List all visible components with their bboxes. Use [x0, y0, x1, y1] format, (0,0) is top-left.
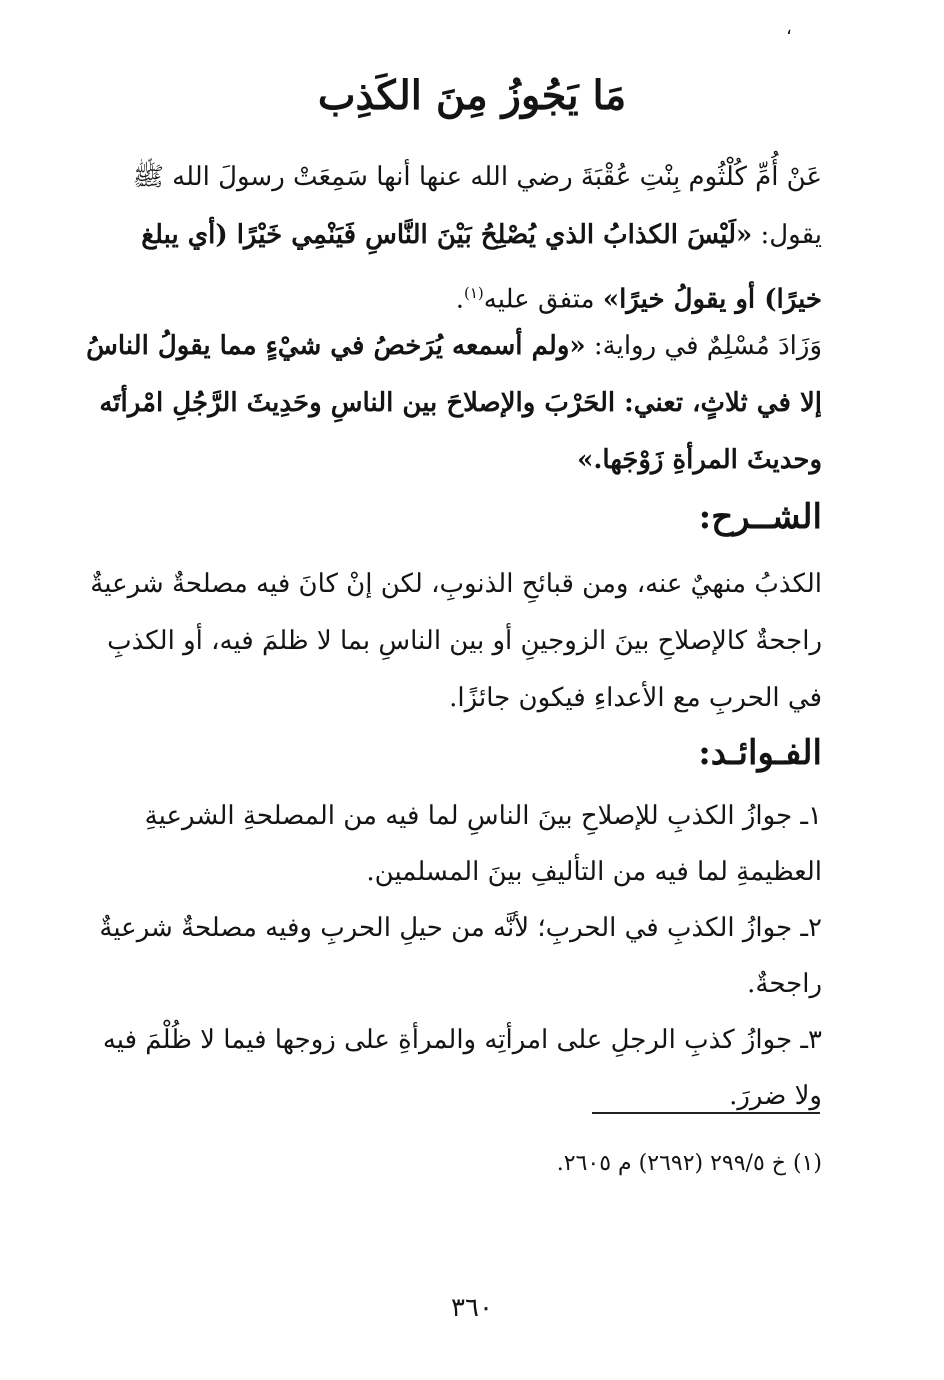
riwaya-intro: وَزَادَ مُسْلِمٌ في رواية: — [585, 331, 822, 361]
hadith-quote: «لَيْسَ الكذابُ الذي يُصْلِحُ بَيْنَ النَّاسِ فَيَنْمِي خَيْرًا (أي يبلغ خيرًا) أو يقولُ خيرًا» — [141, 220, 822, 315]
hadith-source: متفق عليه — [483, 284, 603, 315]
fawaid-heading: الفـوائـد: — [698, 733, 822, 773]
hadith-intro: عَنْ أُمِّ كُلْثُوم بِنْتِ عُقْبَةَ رضي الله عنها أنها سَمِعَتْ رسولَ الله ﷺ يقول: — [132, 162, 822, 250]
benefit-item: ١ـ جوازُ الكذبِ للإصلاحِ بينَ الناسِ لما فيه من المصلحةِ الشرعيةِ العظيمةِ لما فيه من التأليفِ بينَ المسلمين. — [144, 801, 822, 887]
benefits-list — [82, 788, 822, 1124]
benefit-item: ٣ـ جوازُ كذبِ الرجلِ على امرأتِه والمرأةِ على زوجها فيما لا ظُلْمَ فيه ولا ضررَ. — [102, 1025, 822, 1111]
riwaya-text: «ولم أسمعه يُرَخصُ في شيْءٍ مما يقولُ الناسُ إلا في ثلاثٍ، تعني: الحَرْبَ والإصلاحَ بين الناسِ وحَدِيثَ الرَّجُلِ امْرأتَه وحديثَ المرأةِ زَوْجَها.» — [86, 331, 822, 475]
footnote-marker[interactable]: (١) — [464, 284, 484, 302]
benefit-item: ٢ـ جوازُ الكذبِ في الحربِ؛ لأنَّه من حيلِ الحربِ وفيه مصلحةٌ شرعيةٌ راجحةٌ. — [99, 913, 822, 999]
sharh-paragraph: الكذبُ منهيٌ عنه، ومن قبائحِ الذنوبِ، لكن إنْ كانَ فيه مصلحةٌ شرعيةٌ راجحةٌ كالإصلاحِ بينَ الزوجينِ أو بين الناسِ بما لا ظلمَ فيه، أو الكذبِ في الحربِ مع الأعداءِ فيكون جائزًا. — [90, 569, 822, 713]
sharh-heading: الشــرح: — [698, 497, 822, 537]
page-number: ٣٦٠ — [451, 1293, 493, 1323]
hadith-paragraph — [82, 148, 822, 329]
riwaya-paragraph — [82, 318, 822, 489]
hadith-end: . — [455, 284, 464, 315]
page-title: مَا يَجُوزُ مِنَ الكَذِب — [317, 72, 627, 119]
footnote-text: (١) خ ٢٩٩/٥ (٢٦٩٢) م ٢٦٠٥. — [556, 1151, 822, 1176]
footnote-divider — [592, 1112, 820, 1114]
corner-mark: ، — [786, 18, 792, 39]
